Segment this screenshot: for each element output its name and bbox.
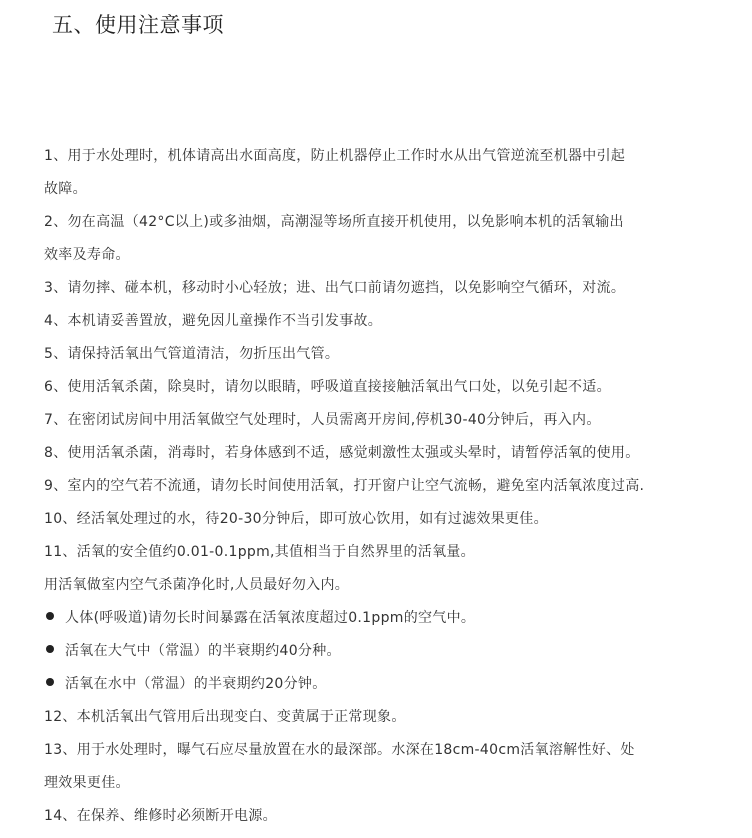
note-line: 1、用于水处理时，机体请高出水面高度，防止机器停止工作时水从出气管逆流至机器中引起 [44,148,626,164]
bullet-text: 活氧在大气中（常温）的半衰期约40分种。 [65,643,341,659]
note-line: 故障。 [44,181,87,197]
note-line: 效率及寿命。 [44,247,130,263]
note-line: 理效果更佳。 [44,775,130,791]
note-line: 8、使用活氧杀菌，消毒时，若身体感到不适，感觉刺激性太强或头晕时，请暂停活氧的使用。 [44,445,640,461]
note-line: 5、请保持活氧出气管道清洁，勿折压出气管。 [44,346,340,362]
bullet-item [44,668,734,701]
note-line: 9、室内的空气若不流通，请勿长时间使用活氧，打开窗户让空气流畅，避免室内活氧浓度过高. [44,478,645,494]
bullet-dot-icon [46,678,54,686]
bullet-text: 人体(呼吸道)请勿长时间暴露在活氧浓度超过0.1ppm的空气中。 [65,610,476,626]
bullet-item [44,602,734,635]
note-line: 12、本机活氧出气管用后出现变白、变黄属于正常现象。 [44,709,406,725]
note-line: 13、用于水处理时，曝气石应尽量放置在水的最深部。水深在18cm-40cm活氧溶解性好、处 [44,742,635,758]
note-line: 6、使用活氧杀菌，除臭时，请勿以眼睛，呼吸道直接接触活氧出气口处，以免引起不适。 [44,379,611,395]
bullet-dot-icon [46,612,54,620]
note-line: 3、请勿摔、碰本机，移动时小心轻放；进、出气口前请勿遮挡，以免影响空气循环，对流。 [44,280,626,296]
bullet-item [44,635,734,668]
note-line: 用活氧做室内空气杀菌净化时,人员最好勿入内。 [44,577,350,593]
note-line: 7、在密闭试房间中用活氧做空气处理时，人员需离开房间,停机30-40分钟后，再入内。 [44,412,601,428]
note-line: 11、活氧的安全值约0.01-0.1ppm,其值相当于自然界里的活氧量。 [44,544,475,560]
bullet-dot-icon [46,645,54,653]
note-line: 2、勿在高温（42°C以上)或多油烟，高潮湿等场所直接开机使用，以免影响本机的活氧输出 [44,214,624,230]
note-line: 10、经活氧处理过的水，待20-30分钟后，即可放心饮用，如有过滤效果更佳。 [44,511,548,527]
notes-list [44,140,734,833]
note-line: 14、在保养、维修时必须断开电源。 [44,808,277,824]
note-line: 4、本机请妥善置放，避免因儿童操作不当引发事故。 [44,313,383,329]
section-title: 五、使用注意事项 [52,13,224,37]
bullet-text: 活氧在水中（常温）的半衰期约20分钟。 [65,676,327,692]
